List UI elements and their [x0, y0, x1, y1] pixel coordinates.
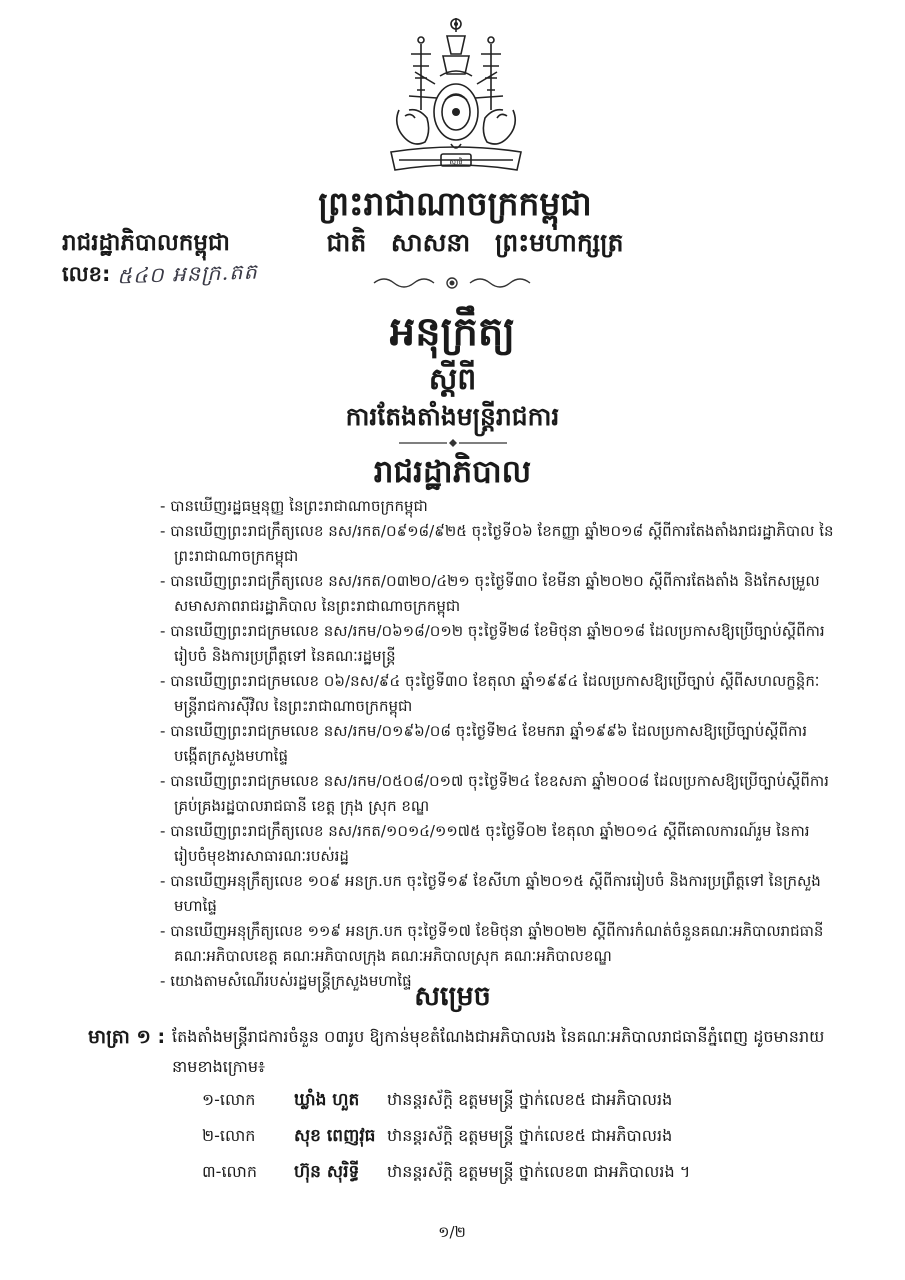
appointee-row: [202, 1082, 842, 1118]
preamble-item: - បានឃើញព្រះរាជក្រមលេខ នស/រកម/០១៩៦/០៨ ចុះថ្ងៃទី២៤ ខែមករា ឆ្នាំ១៩៩៦ ដែលប្រកាសឱ្យប្រើច្បាប់ស្តីពីការបង្កើតក្រសួងមហាផ្ទៃ: [160, 719, 840, 769]
preamble-item: - បានឃើញព្រះរាជក្រមលេខ ០៦/នស/៩៤ ចុះថ្ងៃទី៣០ ខែតុលា ឆ្នាំ១៩៩៤ ដែលប្រកាសឱ្យប្រើច្បាប់ ស្តីពីសហលក្ខន្តិកៈមន្ត្រីរាជការស៊ីវិល នៃព្រះរាជាណាចក្រកម្ពុជា: [160, 669, 840, 719]
appointee-name: សុខ ពេញវុធ: [294, 1126, 376, 1146]
document-number: [62, 258, 258, 290]
preamble-item: - បានឃើញអនុក្រឹត្យលេខ ១០៩ អនក្រ.បក ចុះថ្ងៃទី១៩ ខែសីហា ឆ្នាំ២០១៥ ស្តីពីការរៀបចំ និងការប្រព្រឹត្តទៅ នៃក្រសួងមហាផ្ទៃ: [160, 869, 840, 919]
appointee-name: ហ៊ុន សុរិទ្ធី: [294, 1162, 360, 1182]
preamble-item: - បានឃើញព្រះរាជក្រឹត្យលេខ នស/រកត/០៩១៨/៩២៥ ចុះថ្ងៃទី០៦ ខែកញ្ញា ឆ្នាំ២០១៨ ស្តីពីការតែងតាំងរាជរដ្ឋាភិបាល នៃព្រះរាជាណាចក្រកម្ពុជា: [160, 519, 840, 569]
appointee-prefix: ១-លោក: [202, 1090, 256, 1109]
appointee-prefix: ២-លោក: [202, 1126, 256, 1145]
preamble-item: - បានឃើញអនុក្រឹត្យលេខ ១១៩ អនក្រ.បក ចុះថ្ងៃទី១៧ ខែមិថុនា ឆ្នាំ២០២២ ស្តីពីការកំណត់ចំនួនគណៈអភិបាលរាជធានី គណៈអភិបាលខេត្ត គណៈអភិបាលក្រុង គណៈអភិបាលស្រុក គណៈអភិបាលខណ្ឌ: [160, 919, 840, 969]
decision-heading: សម្រេច: [414, 981, 491, 1012]
decree-subject: ការតែងតាំងមន្ត្រីរាជការ: [345, 402, 560, 431]
appointee-row: [202, 1154, 842, 1190]
kingdom-heading: ព្រះរាជាណាចក្រកម្ពុជា: [318, 184, 592, 223]
appointee-rank: ឋានន្តរស័ក្តិ ឧត្តមមន្ត្រី ថ្នាក់លេខ៣ ជាអភិបាលរង ។: [387, 1162, 691, 1181]
preamble-item: - យោងតាមសំណើរបស់រដ្ឋមន្ត្រីក្រសួងមហាផ្ទៃ: [160, 969, 840, 994]
issuing-authority: រាជរដ្ឋាភិបាលកម្ពុជា: [62, 230, 230, 256]
page-number: ១/២: [438, 1223, 466, 1241]
preamble-item: - បានឃើញព្រះរាជក្រឹត្យលេខ នស/រកត/១០១៤/១១៧៥ ចុះថ្ងៃទី០២ ខែតុលា ឆ្នាំ២០១៤ ស្តីពីគោលការណ៍រួម នៃការរៀបចំមុខងារសាធារណៈរបស់រដ្ឋ: [160, 819, 840, 869]
emblem-ribbon-text: ស្វាមិ: [449, 158, 463, 166]
preamble-item: - បានឃើញរដ្ឋធម្មនុញ្ញ នៃព្រះរាជាណាចក្រកម្ពុជា: [160, 494, 840, 519]
national-motto: ជាតិ សាសនា ព្រះមហាក្សត្រ: [326, 228, 624, 257]
ornament-divider-icon: [370, 271, 535, 293]
document-type-title: អនុក្រឹត្យ: [389, 309, 516, 355]
preamble-item: - បានឃើញព្រះរាជក្រមលេខ នស/រកម/០៦១៨/០១២ ចុះថ្ងៃទី២៨ ខែមិថុនា ឆ្នាំ២០១៨ ដែលប្រកាសឱ្យប្រើច្បាប់ស្តីពីការរៀបចំ និងការប្រព្រឹត្តទៅ នៃគណៈរដ្ឋមន្ត្រី: [160, 619, 840, 669]
appointee-rank: ឋានន្តរស័ក្តិ ឧត្តមមន្ត្រី ថ្នាក់លេខ៥ ជាអភិបាលរង: [387, 1126, 673, 1145]
appointee-row: [202, 1118, 842, 1154]
royal-government-heading: រាជរដ្ឋាភិបាល: [373, 454, 532, 490]
appointee-list: [202, 1082, 842, 1190]
royal-coat-of-arms-icon: [385, 14, 527, 182]
article-1-text: តែងតាំងមន្ត្រីរាជការចំនួន ០៣រូប ឱ្យកាន់មុខតំណែងជាអភិបាលរង នៃគណៈអភិបាលរាជធានីភ្នំពេញ ដូចមានរាយនាមខាងក្រោម៖: [172, 1027, 825, 1076]
article-1-label: មាត្រា ១ :: [88, 1026, 166, 1048]
preamble-list: [160, 494, 840, 994]
title-divider-icon: [397, 438, 509, 448]
preamble-item: - បានឃើញព្រះរាជក្រមលេខ នស/រកម/០៥០៨/០១៧ ចុះថ្ងៃទី២៤ ខែឧសភា ឆ្នាំ២០០៨ ដែលប្រកាសឱ្យប្រើច្បាប់ស្តីពីការគ្រប់គ្រងរដ្ឋបាលរាជធានី ខេត្ត ក្រុង ស្រុក ខណ្ឌ: [160, 769, 840, 819]
preamble-item: - បានឃើញព្រះរាជក្រឹត្យលេខ នស/រកត/០៣២០/៤២១ ចុះថ្ងៃទី៣០ ខែមីនា ឆ្នាំ២០២០ ស្តីពីការតែងតាំង និងកែសម្រួលសមាសភាពរាជរដ្ឋាភិបាល នៃព្រះរាជាណាចក្រកម្ពុជា: [160, 569, 840, 619]
document-number-value: ៥៤០ អនក្រ.តត: [116, 259, 259, 289]
appointee-rank: ឋានន្តរស័ក្តិ ឧត្តមមន្ត្រី ថ្នាក់លេខ៥ ជាអភិបាលរង: [387, 1090, 673, 1109]
document-number-label: លេខ:: [62, 262, 111, 286]
appointee-name: ឃ្លាំង ហួត: [294, 1090, 360, 1110]
appointee-prefix: ៣-លោក: [202, 1162, 257, 1181]
title-on-word: ស្តីពី: [428, 362, 477, 397]
